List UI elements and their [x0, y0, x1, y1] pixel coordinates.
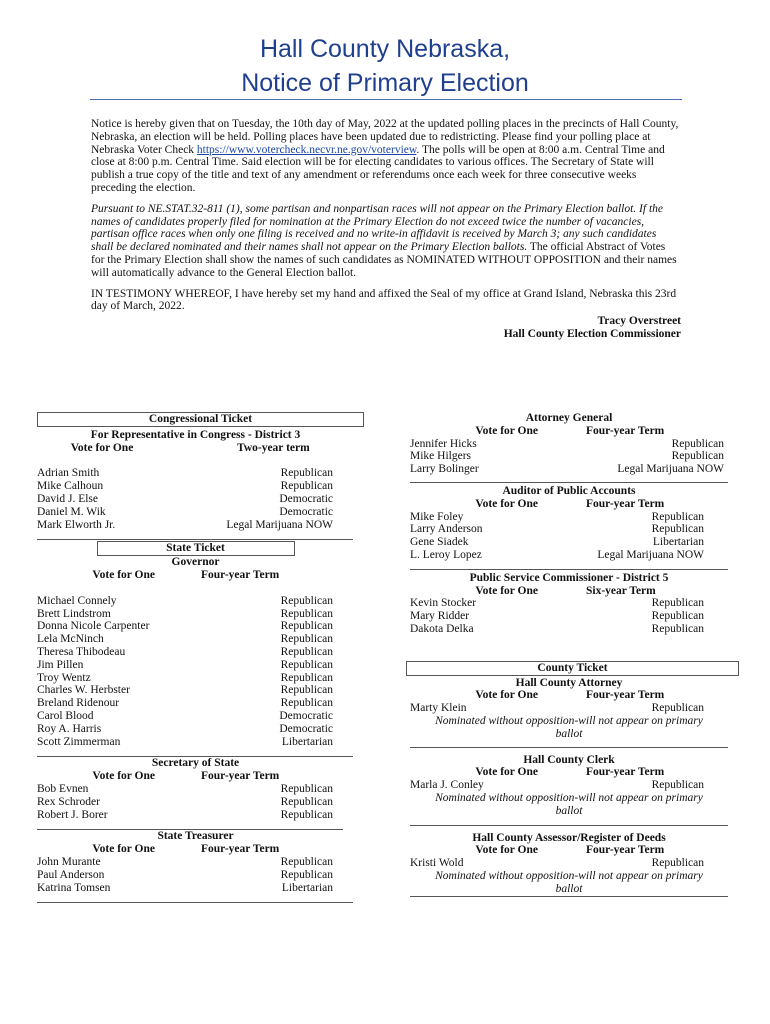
term-label: Four-year Term — [201, 843, 280, 856]
candidate-name: Carol Blood — [37, 709, 94, 722]
candidate-name: Mike Calhoun — [37, 480, 104, 493]
candidate-name: Charles W. Herbster — [37, 684, 130, 697]
candidate-row — [37, 633, 354, 646]
vote-for-label: Vote for One — [92, 568, 155, 581]
candidate-row — [410, 857, 728, 870]
candidate-row — [410, 438, 728, 451]
candidate-name: Scott Zimmerman — [37, 735, 121, 748]
notice-text: Notice is hereby given that on Tuesday, the 10th day of May, 2022 at the updated polling places in the precincts of Hall County, Nebraska, an election will be held. Polling places have been updated due to redistricting. Please find your polling place at Nebraska Voter Check — [91, 118, 679, 156]
candidate-row — [410, 702, 728, 715]
candidate-party: Republican — [651, 857, 704, 870]
vote-for-label: Vote for One — [70, 441, 134, 454]
candidate-party: Republican — [280, 671, 333, 684]
candidate-name: Kevin Stocker — [410, 597, 477, 610]
candidate-party: Republican — [651, 610, 704, 623]
candidate-row — [410, 450, 728, 463]
candidate-party: Democratic — [279, 722, 333, 735]
signer-title: Hall County Election Commissioner — [503, 327, 681, 340]
candidate-party: Democratic — [279, 492, 333, 505]
candidate-party: Republican — [280, 684, 333, 697]
treasurer-candidates — [37, 856, 354, 894]
vote-for-label: Vote for One — [475, 584, 538, 597]
candidate-row — [37, 506, 354, 519]
title-line-2: Notice of Primary Election — [241, 69, 529, 97]
candidate-party: Libertarian — [652, 536, 704, 549]
notice-paragraph-3: IN TESTIMONY WHEREOF, I have hereby set my hand and affixed the Seal of my office at Grand Island, Nebraska this 23rd day of March, 2022. — [91, 287, 677, 313]
candidate-name: Larry Anderson — [410, 523, 483, 536]
candidate-party: Republican — [651, 702, 704, 715]
candidate-party: Libertarian — [281, 881, 333, 894]
candidate-party: Libertarian — [281, 735, 333, 748]
candidate-name: Donna Nicole Carpenter — [37, 620, 150, 633]
candidate-party: Republican — [280, 594, 333, 607]
term-label: Four-year Term — [201, 568, 280, 581]
governor-candidates — [37, 595, 354, 749]
candidate-row — [37, 659, 354, 672]
vote-term-row — [410, 766, 728, 779]
candidate-row — [37, 480, 354, 493]
candidate-row — [37, 646, 354, 659]
candidate-party: Republican — [280, 633, 333, 646]
candidate-name: John Murante — [37, 855, 101, 868]
candidate-row — [37, 672, 354, 685]
vote-term-row — [37, 442, 354, 455]
notice-body — [91, 118, 681, 341]
vote-term-row — [410, 585, 728, 598]
candidate-party: Republican — [671, 450, 724, 463]
notice-text: The official Abstract of Votes for the Primary Election shall show the names of such candidates as NOMINATED WITHOUT OPPOSITION and their names will automatically advance to the General Election ballot. — [91, 241, 677, 279]
candidate-name: Rex Schroder — [37, 795, 100, 808]
candidate-party: Republican — [280, 855, 333, 868]
candidate-name: David J. Else — [37, 492, 99, 505]
notice-paragraph-2 — [91, 203, 681, 280]
county-ticket-header: County Ticket — [406, 661, 739, 676]
candidate-row — [410, 597, 728, 610]
candidate-name: Breland Ridenour — [37, 697, 120, 710]
vote-term-row — [37, 569, 354, 582]
candidate-row — [410, 623, 728, 636]
candidate-row — [37, 882, 354, 895]
candidate-row — [37, 796, 354, 809]
candidate-name: Katrina Tomsen — [37, 881, 111, 894]
candidate-row — [37, 783, 354, 796]
governor-office-title: Governor — [171, 556, 220, 569]
candidate-row — [37, 519, 354, 532]
vote-term-row — [410, 844, 728, 857]
candidate-party: Republican — [651, 779, 704, 792]
candidate-name: Gene Siadek — [410, 536, 469, 549]
notice-text: . The polls will be open at 8:00 a.m. Central Time and close at 8:00 p.m. Central Time. Said election will be for electing candidates to various offices. The Secretary of State will publish a true copy of the title and text of any amendment or referendums once each week for three consecutive weeks preceding the election. — [91, 143, 665, 194]
term-label: Four-year Term — [201, 770, 280, 783]
statute-text: Pursuant to NE.STAT.32-811 (1), some partisan and nonpartisan races will not appear on the Primary Election ballot. If the names of candidates properly filed for nomination at the Primary Election do not exceed twice the number of vacancies, partisan office races when only one filing is received and no write-in affidavit is received by March 3; any such candidates shall be declared nominated and their names shall not appear on the Primary Election ballots. — [91, 202, 663, 254]
vote-for-label: Vote for One — [475, 766, 538, 779]
candidate-row — [410, 511, 728, 524]
vote-term-row — [37, 770, 354, 783]
candidate-party: Republican — [280, 795, 333, 808]
candidate-row — [37, 620, 354, 633]
candidate-party: Republican — [651, 597, 704, 610]
candidate-party: Republican — [280, 697, 333, 710]
candidate-party: Legal Marijuana NOW — [617, 463, 724, 476]
candidate-row — [37, 493, 354, 506]
candidate-name: Troy Wentz — [37, 671, 91, 684]
candidate-row — [410, 536, 728, 549]
vote-for-label: Vote for One — [475, 497, 538, 510]
candidate-row — [37, 608, 354, 621]
sos-office-title: Secretary of State — [151, 757, 240, 770]
candidate-name: Roy A. Harris — [37, 722, 102, 735]
candidate-name: Mary Ridder — [410, 610, 470, 623]
right-column — [410, 412, 740, 897]
term-label: Six-year Term — [586, 584, 656, 597]
treasurer-office-title: State Treasurer — [157, 830, 234, 843]
votercheck-link[interactable]: https://www.votercheck.necvr.ne.gov/voterview — [196, 143, 417, 156]
candidate-row — [37, 595, 354, 608]
candidate-name: Lela McNinch — [37, 633, 104, 646]
candidate-party: Democratic — [279, 505, 333, 518]
candidate-row — [37, 869, 354, 882]
term-label: Four-year Term — [586, 424, 665, 437]
candidate-party: Republican — [280, 868, 333, 881]
state-ticket-header: State Ticket — [97, 541, 295, 556]
candidate-party: Republican — [280, 782, 333, 795]
term-label: Four-year Term — [586, 844, 665, 857]
candidate-party: Republican — [651, 523, 704, 536]
unopposed-note: Nominated without opposition-will not appear on primary ballot — [435, 791, 703, 817]
candidate-row — [410, 610, 728, 623]
candidate-name: Robert J. Borer — [37, 808, 108, 821]
congress-office-title: For Representative in Congress - District 3 — [90, 428, 301, 441]
candidate-name: Jim Pillen — [37, 658, 84, 671]
candidate-name: L. Leroy Lopez — [410, 548, 482, 561]
candidate-party: Republican — [280, 658, 333, 671]
left-column — [37, 412, 354, 903]
candidate-row — [37, 856, 354, 869]
vote-for-label: Vote for One — [475, 844, 538, 857]
candidate-name: Jennifer Hicks — [410, 437, 477, 450]
candidate-name: Mike Hilgers — [410, 450, 472, 463]
candidate-party: Republican — [280, 620, 333, 633]
candidate-name: Marla J. Conley — [410, 779, 484, 792]
county-attorney-title: Hall County Attorney — [515, 676, 623, 689]
term-label: Four-year Term — [586, 689, 665, 702]
vote-for-label: Vote for One — [475, 689, 538, 702]
vote-term-row — [410, 425, 728, 438]
psc-candidates — [410, 597, 728, 635]
candidate-name: Daniel M. Wik — [37, 505, 106, 518]
candidate-party: Legal Marijuana NOW — [597, 548, 704, 561]
congressional-ticket-header: Congressional Ticket — [37, 412, 364, 427]
candidate-name: Marty Klein — [410, 702, 467, 715]
candidate-name: Mark Elworth Jr. — [37, 518, 116, 531]
candidate-party: Democratic — [279, 709, 333, 722]
auditor-candidates — [410, 511, 728, 562]
county-clerk-title: Hall County Clerk — [523, 753, 615, 766]
term-label: Four-year Term — [586, 497, 665, 510]
candidate-row — [410, 463, 728, 476]
candidate-row — [410, 779, 728, 792]
candidate-name: Theresa Thibodeau — [37, 645, 126, 658]
ag-candidates — [410, 438, 728, 476]
unopposed-note: Nominated without opposition-will not appear on primary ballot — [435, 869, 703, 895]
candidate-row — [37, 697, 354, 710]
page-title — [0, 32, 770, 100]
term-label: Four-year Term — [586, 766, 665, 779]
congress-candidates — [37, 467, 354, 531]
title-divider — [90, 99, 682, 100]
candidate-name: Paul Anderson — [37, 868, 105, 881]
candidate-party: Republican — [280, 808, 333, 821]
candidate-party: Republican — [280, 467, 333, 480]
candidate-party: Republican — [671, 437, 724, 450]
ag-office-title: Attorney General — [525, 412, 613, 424]
candidate-party: Republican — [651, 622, 704, 635]
candidate-party: Republican — [280, 480, 333, 493]
vote-for-label: Vote for One — [92, 770, 155, 783]
signer-name: Tracy Overstreet — [597, 315, 681, 328]
unopposed-note: Nominated without opposition-will not appear on primary ballot — [435, 714, 703, 740]
candidate-party: Republican — [280, 645, 333, 658]
vote-for-label: Vote for One — [92, 843, 155, 856]
candidate-name: Adrian Smith — [37, 467, 100, 480]
candidate-row — [37, 684, 354, 697]
vote-term-row — [410, 689, 728, 702]
candidate-party: Republican — [280, 607, 333, 620]
psc-office-title: Public Service Commissioner - District 5 — [469, 571, 669, 584]
candidate-row — [410, 523, 728, 536]
candidate-name: Dakota Delka — [410, 622, 474, 635]
assessor-title: Hall County Assessor/Register of Deeds — [472, 831, 666, 844]
candidate-row — [410, 549, 728, 562]
sos-candidates — [37, 783, 354, 821]
candidate-name: Mike Foley — [410, 510, 464, 523]
candidate-name: Michael Connely — [37, 594, 117, 607]
candidate-name: Kristi Wold — [410, 857, 464, 870]
candidate-row — [37, 467, 354, 480]
candidate-party: Legal Marijuana NOW — [226, 518, 333, 531]
candidate-row — [37, 710, 354, 723]
notice-paragraph-1 — [91, 118, 681, 195]
candidate-row — [37, 809, 354, 822]
candidate-row — [37, 736, 354, 749]
candidate-party: Republican — [651, 510, 704, 523]
candidate-name: Brett Lindstrom — [37, 607, 111, 620]
candidate-row — [37, 723, 354, 736]
vote-term-row — [410, 498, 728, 511]
title-line-1: Hall County Nebraska, — [259, 35, 511, 63]
candidate-name: Larry Bolinger — [410, 463, 479, 476]
vote-for-label: Vote for One — [475, 424, 538, 437]
term-label: Two-year term — [237, 441, 310, 454]
vote-term-row — [37, 843, 354, 856]
auditor-office-title: Auditor of Public Accounts — [502, 484, 636, 497]
candidate-name: Bob Evnen — [37, 782, 89, 795]
